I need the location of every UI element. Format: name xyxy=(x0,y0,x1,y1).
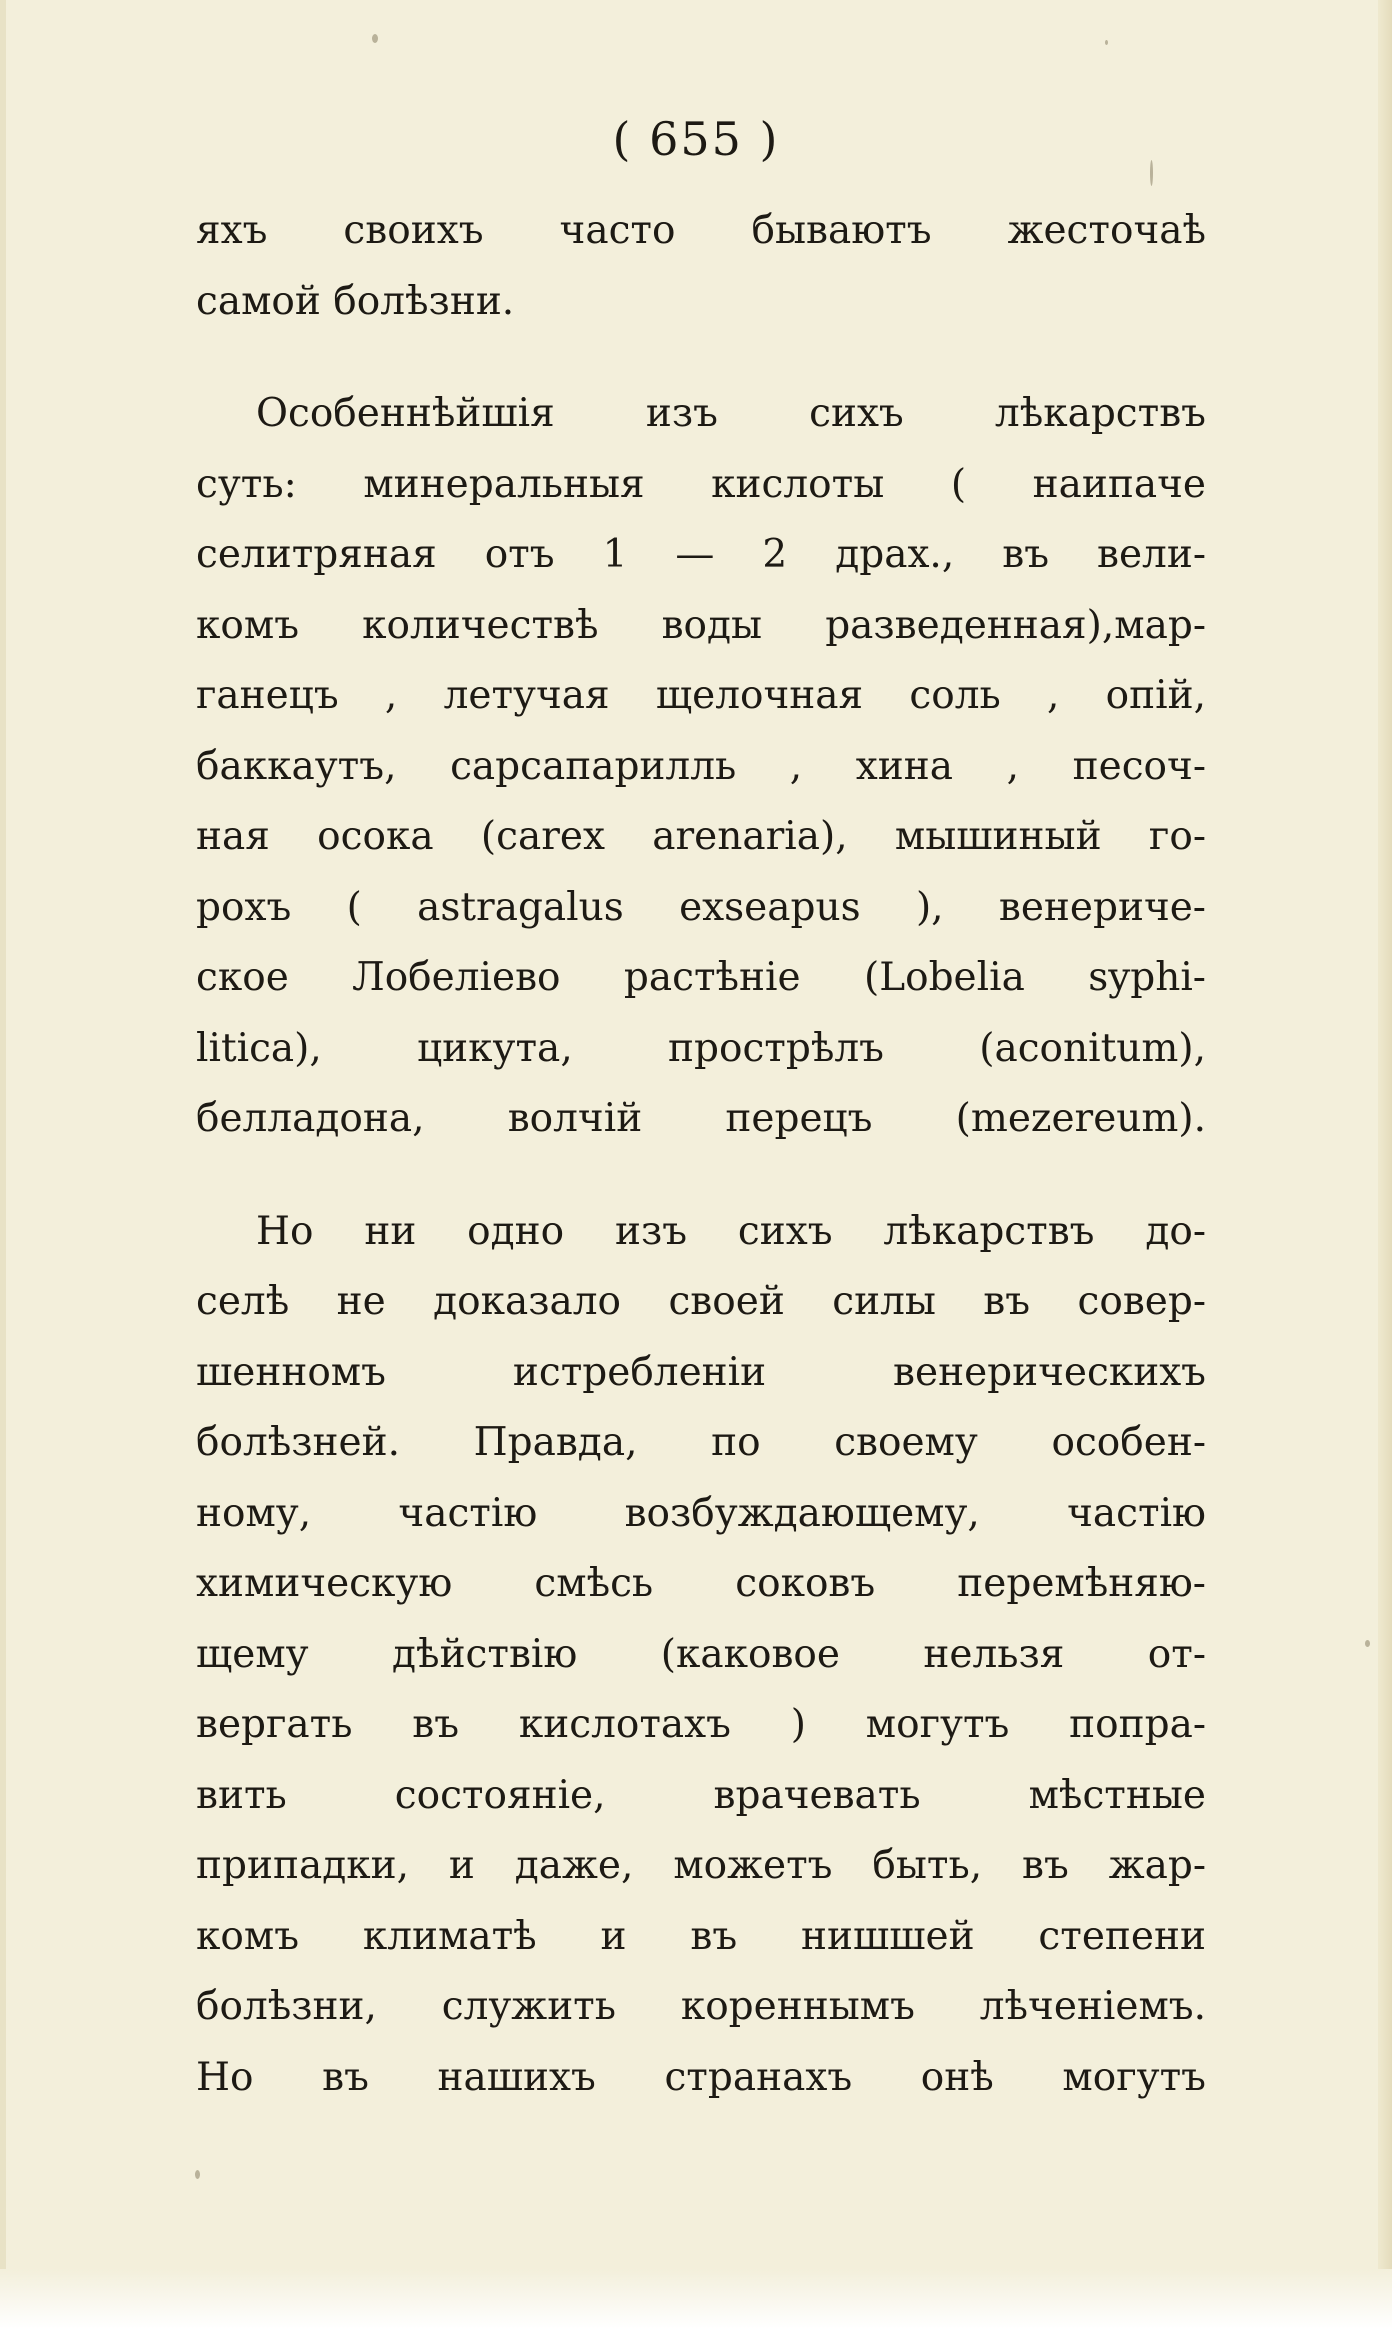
text-line: яхъ своихъ часто бываютъ жесточаѣ xyxy=(196,208,1206,253)
text-line: шенномъ истребленіи венерическихъ xyxy=(196,1349,1206,1395)
paper-speck xyxy=(195,2170,200,2179)
text-line: вергать въ кислотахъ ) могутъ попра- xyxy=(196,1702,1206,1747)
paragraph xyxy=(196,379,1206,1155)
text-line: болѣзни, служить кореннымъ лѣченіемъ. xyxy=(196,1984,1206,2029)
page-number: ( 655 ) xyxy=(612,112,780,166)
text-line: селѣ не доказало своей силы въ совер- xyxy=(196,1279,1206,1324)
text-line: ганецъ , летучая щелочная соль , опій, xyxy=(196,673,1206,718)
text-line: баккаутъ, сарсапарилль , хина , песоч- xyxy=(196,743,1206,789)
text-line: Но ни одно изъ сихъ лѣкарствъ до- xyxy=(256,1208,1206,1254)
text-line: щему дѣйствію (каковое нельзя от- xyxy=(196,1631,1206,1677)
text-line: ная осока (carex arenaria), мышиный го- xyxy=(196,814,1206,859)
text-line: вить состояніе, врачевать мѣстные xyxy=(196,1772,1206,1818)
paper-speck xyxy=(1365,1640,1370,1647)
page-bottom-margin xyxy=(0,2269,1392,2329)
text-line: белладона, волчій перецъ (mezereum). xyxy=(196,1096,1206,1141)
text-line: самой болѣзни. xyxy=(196,278,515,324)
text-line: суть: минеральныя кислоты ( наипаче xyxy=(196,461,1206,507)
paragraph xyxy=(196,1197,1206,2114)
text-line: припадки, и даже, можетъ быть, въ жар- xyxy=(196,1843,1206,1888)
text-line: ское Лобеліево растѣніе (Lobelia syphi- xyxy=(196,955,1206,1000)
text-line: комъ количествѣ воды разведенная),мар- xyxy=(196,602,1206,648)
text-line: рохъ ( astragalus exseapus ), венериче- xyxy=(196,884,1206,930)
text-line: комъ климатѣ и въ нишшей степени xyxy=(196,1913,1206,1959)
text-line: Но въ нашихъ странахъ онѣ могутъ xyxy=(196,2054,1206,2100)
text-line: химическую смѣсь соковъ перемѣняю- xyxy=(196,1561,1206,1606)
body-text xyxy=(196,196,1206,2113)
paper-speck xyxy=(1105,40,1108,45)
paragraph xyxy=(196,196,1206,337)
paper-speck xyxy=(372,34,378,43)
page-fold-shadow xyxy=(0,0,6,2329)
text-line: litica), цикута, прострѣлъ (aconitum), xyxy=(196,1025,1206,1071)
text-line: болѣзней. Правда, по своему особен- xyxy=(196,1420,1206,1465)
text-line: ному, частію возбуждающему, частію xyxy=(196,1490,1206,1536)
text-line: Особеннѣйшія изъ сихъ лѣкарствъ xyxy=(256,391,1206,436)
page-edge xyxy=(1378,0,1392,2329)
text-line: селитряная отъ 1 — 2 драх., въ вели- xyxy=(196,532,1206,577)
